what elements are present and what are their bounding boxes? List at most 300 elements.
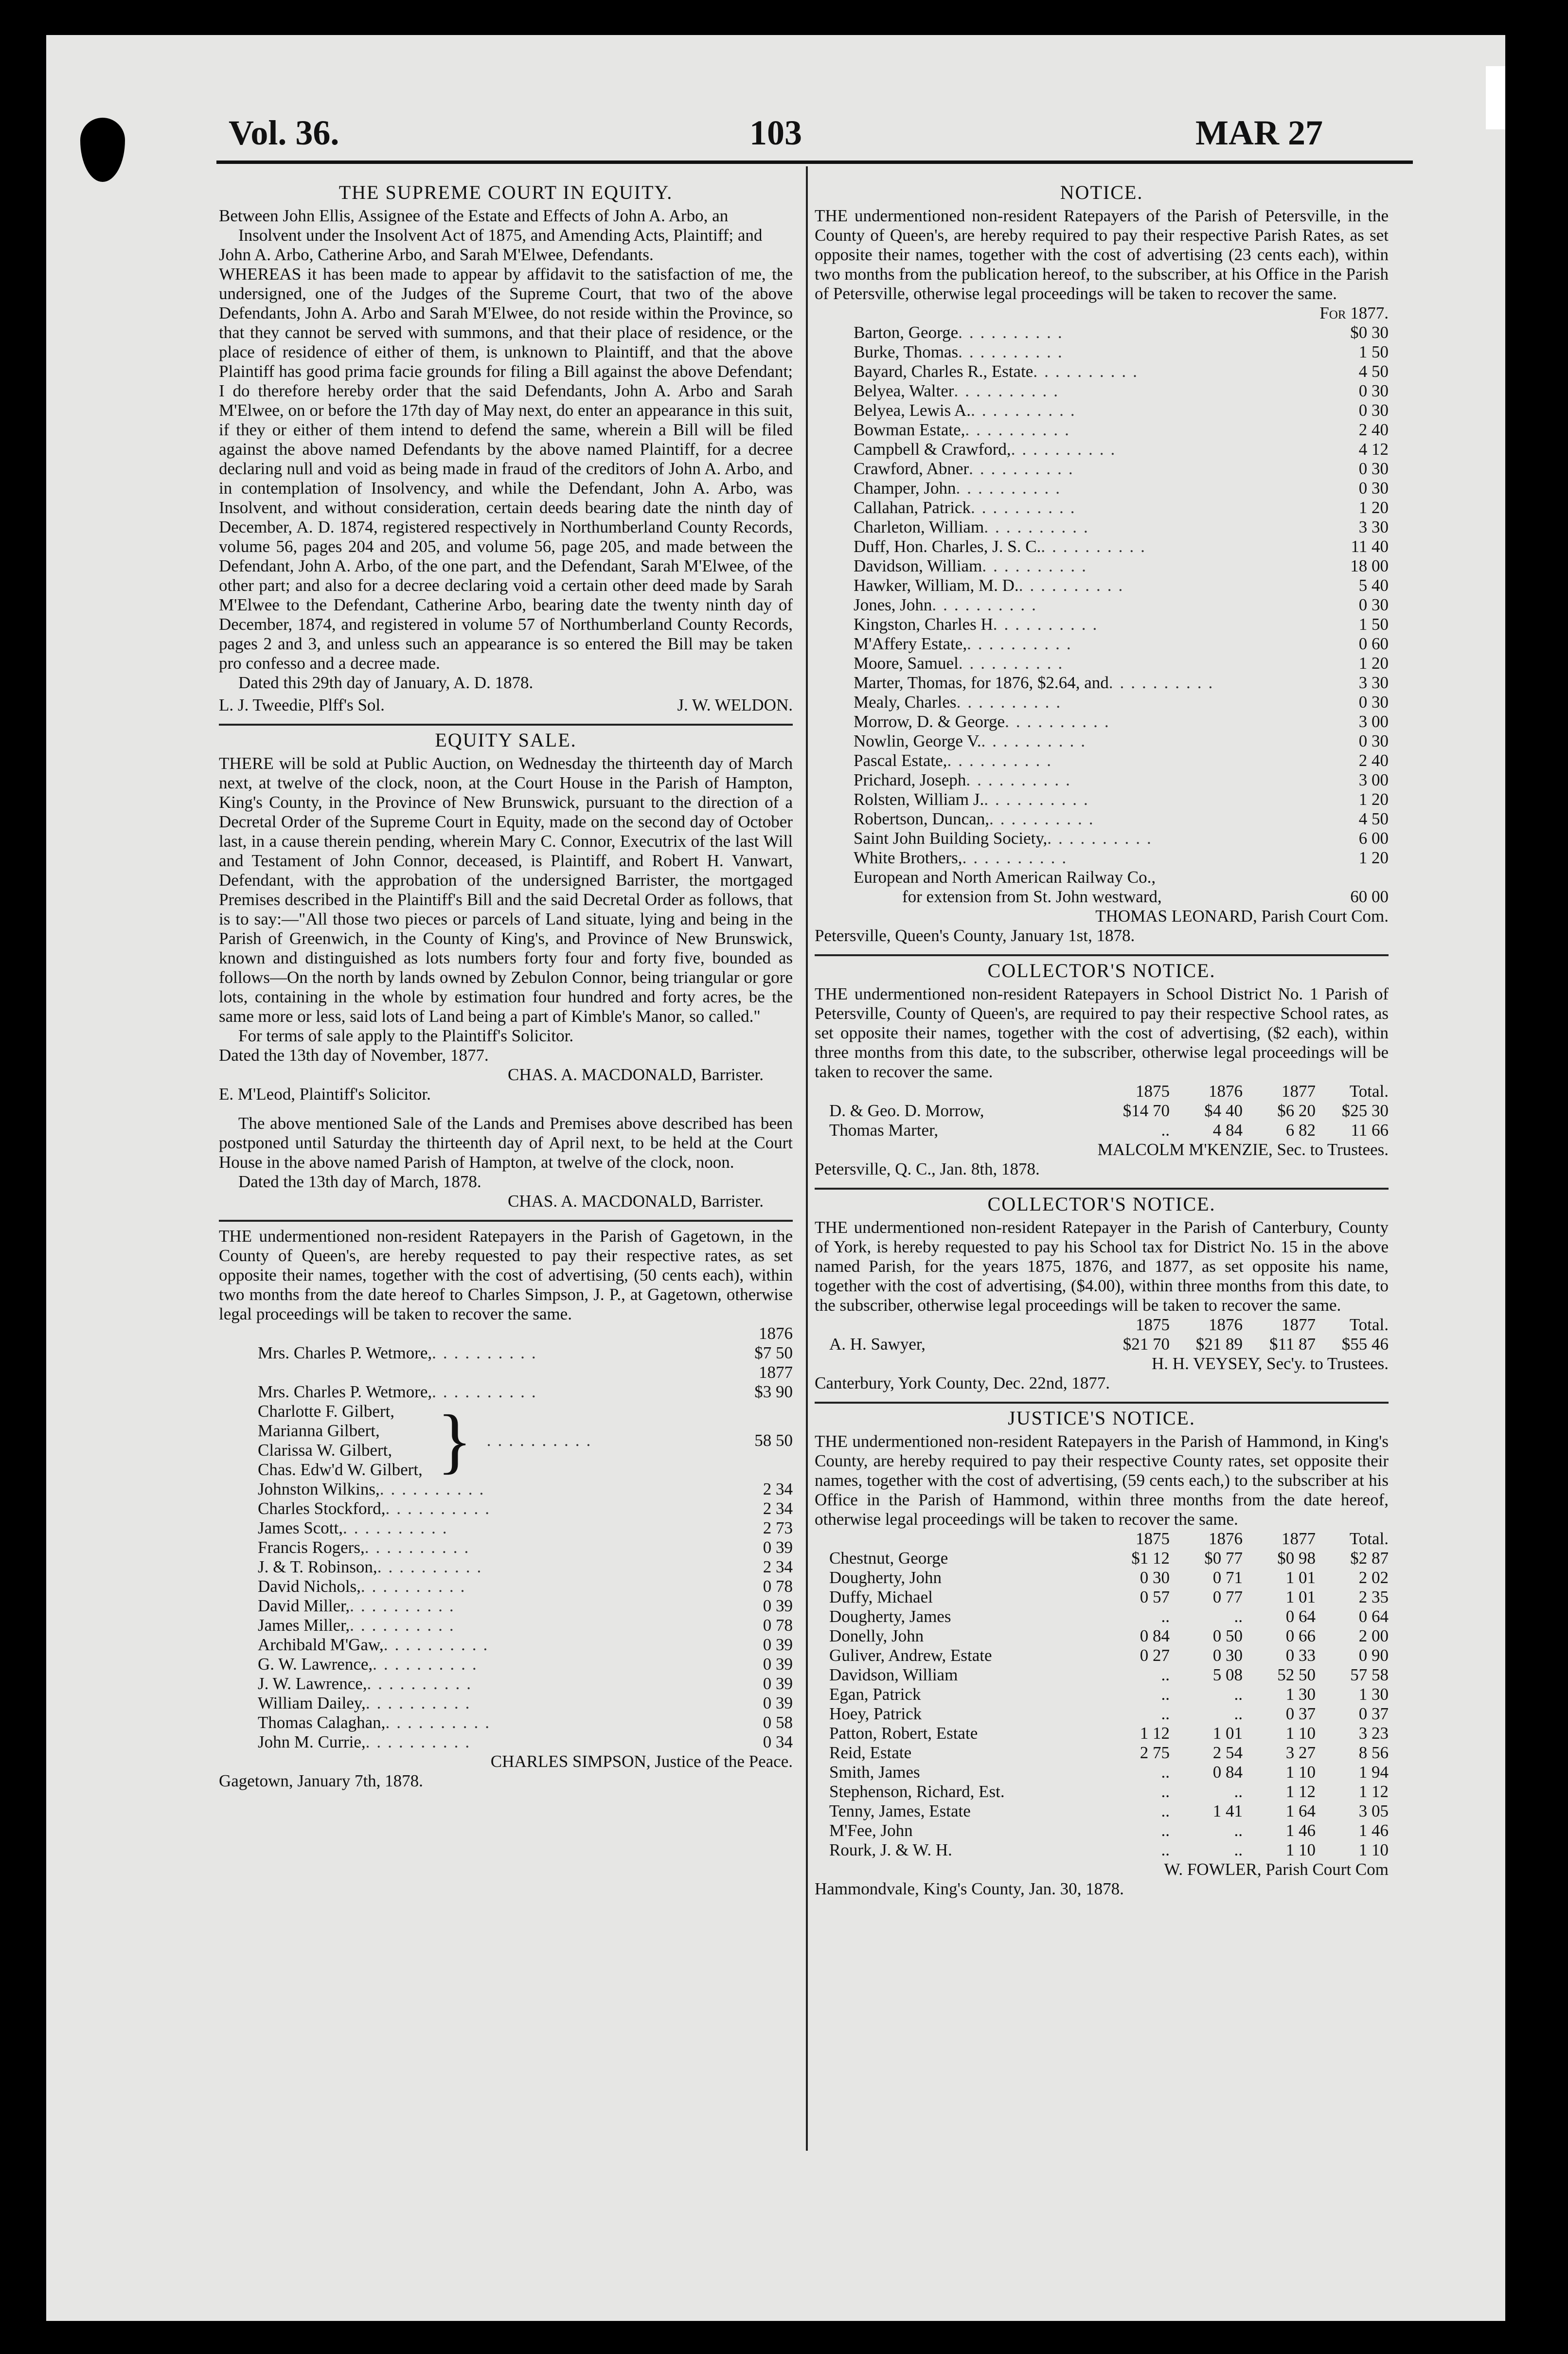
table-cell: .. [1161, 1665, 1170, 1684]
trustee-signature: H. H. VEYSEY, Sec'y. to Trustees. [1152, 1354, 1389, 1373]
collector-notice-petersville [815, 961, 1389, 1179]
table-row [815, 1587, 1389, 1607]
leader-dots: .......... [1047, 829, 1158, 848]
barrister-name: CHAS. A. MACDONALD, Barrister. [508, 1192, 764, 1211]
trustee-signature: MALCOLM M'KENZIE, Sec. to Trustees. [1097, 1140, 1389, 1159]
table-cell: .. [1234, 1782, 1243, 1801]
list-item: European and North American Railway Co., [854, 868, 1156, 887]
justice-signature: CHARLES SIMPSON, Justice of the Peace. [490, 1752, 793, 1771]
section-rule [815, 1188, 1389, 1190]
leader-dots: .......... [971, 401, 1082, 420]
table-cell: 0 66 [1285, 1626, 1316, 1645]
table-row [815, 1724, 1389, 1743]
table-cell: 1 12 [1285, 1782, 1316, 1801]
leader-dots: .......... [373, 1655, 483, 1674]
right-column [815, 181, 1389, 1899]
rate-amount: 0 39 [763, 1694, 793, 1712]
ratepayer-name: James Miller, [258, 1616, 350, 1635]
table-cell: .. [1234, 1607, 1243, 1626]
leader-dots: .......... [947, 751, 1058, 770]
column-header: Total. [1349, 1082, 1389, 1101]
rate-amount: 2 40 [1358, 420, 1389, 439]
ratepayer-name: A. H. Sawyer, [829, 1335, 926, 1354]
rate-amount: 18 00 [1350, 556, 1389, 575]
list-item [854, 595, 1389, 615]
signature-line [219, 696, 793, 715]
list-item [854, 537, 1389, 556]
parties-line: Between John Ellis, Assignee of the Estate and Effects of John A. Arbo, an Insolvent under the Insolvent Act of 1875, and Amending Acts, Plaintiff; and [219, 206, 763, 245]
column-header: 1877 [1282, 1082, 1316, 1101]
list-item [854, 712, 1389, 731]
list-item [258, 1577, 793, 1596]
leader-dots: .......... [965, 420, 1076, 439]
leader-dots: .......... [958, 342, 1069, 361]
list-item: for extension from St. John westward, 60 00 [902, 887, 1389, 906]
column-header: 1875 [1136, 1315, 1170, 1334]
brace-mark: } [437, 1400, 472, 1481]
table-row [815, 1568, 1389, 1587]
leader-dots: .......... [989, 809, 1100, 828]
table-cell: $11 87 [1269, 1335, 1316, 1354]
commissioner-signature: THOMAS LEONARD, Parish Court Com. [1095, 907, 1389, 926]
ratepayer-name: Saint John Building Society, [854, 829, 1048, 848]
table-cell: 0 27 [1140, 1646, 1170, 1665]
rate-amount: 0 30 [1358, 381, 1389, 400]
ratepayer-name: Guliver, Andrew, Estate [829, 1646, 992, 1665]
ratepayer-name: Morrow, D. & George [854, 712, 1005, 731]
ratepayer-name: J. & T. Robinson, [258, 1557, 377, 1576]
volume-label: Vol. 36. [229, 113, 339, 152]
ratepayer-name: M'Affery Estate, [854, 634, 967, 653]
list-item [854, 440, 1389, 459]
group-amount: 58 50 [754, 1431, 793, 1450]
table-cell: 3 23 [1358, 1724, 1389, 1743]
rates-table [815, 1529, 1389, 1860]
list-item [854, 381, 1389, 401]
notice-title: NOTICE. [1060, 181, 1143, 203]
ratepayer-name: Mealy, Charles [854, 693, 957, 712]
rate-amount: 0 30 [1358, 731, 1389, 750]
rate-amount: 2 40 [1358, 751, 1389, 770]
list-item [258, 1674, 793, 1694]
table-cell: .. [1161, 1782, 1170, 1801]
ratepayer-name: David Nichols, [258, 1577, 361, 1596]
leader-dots: .......... [342, 1518, 454, 1537]
table-cell: .. [1234, 1840, 1243, 1859]
table-cell: .. [1161, 1821, 1170, 1840]
table-cell: $4 40 [1204, 1101, 1243, 1120]
list-item [854, 829, 1389, 848]
leader-dots: .......... [969, 459, 1080, 478]
list-item [854, 556, 1389, 576]
rate-amount: 0 30 [1358, 459, 1389, 478]
table-cell: $14 70 [1123, 1101, 1170, 1120]
table-cell: 0 57 [1140, 1587, 1170, 1606]
list-item [854, 809, 1389, 829]
ratepayer-name: White Brothers, [854, 848, 962, 867]
table-cell: 1 30 [1358, 1685, 1389, 1704]
leader-dots: .......... [377, 1557, 488, 1576]
column-divider [806, 166, 808, 2151]
leader-dots: .......... [954, 381, 1065, 400]
leader-dots: .......... [958, 323, 1069, 342]
ratepayer-name: Smith, James [829, 1763, 920, 1782]
ratepayer-name: James Scott, [258, 1518, 343, 1537]
table-row [815, 1782, 1389, 1801]
notice-dated: Dated the 13th day of March, 1878. [238, 1172, 481, 1191]
ratepayer-name: Stephenson, Richard, Est. [829, 1782, 1005, 1801]
notice-dated: Dated the 13th day of November, 1877. [219, 1046, 489, 1065]
gilbert-group: Charlotte F. Gilbert, Marianna Gilbert, Clarissa W. Gilbert, Chas. Edw'd W. Gilbert, } .......... 58 50 [258, 1400, 793, 1481]
rate-amount: 3 00 [1358, 712, 1389, 731]
table-cell: 1 30 [1285, 1685, 1316, 1704]
table-cell: .. [1161, 1801, 1170, 1820]
table-cell: $21 89 [1195, 1335, 1243, 1354]
leader-dots: .......... [1041, 537, 1152, 556]
rate-amount: 0 39 [763, 1635, 793, 1654]
leader-dots: .......... [1108, 673, 1220, 692]
ratepayer-name: John M. Currie, [258, 1732, 366, 1751]
list-item [854, 770, 1389, 790]
table-row [815, 1801, 1389, 1821]
ratepayer-name: Rourk, J. & W. H. [829, 1840, 952, 1859]
leader-dots: .......... [956, 693, 1068, 712]
leader-dots: .......... [958, 654, 1069, 673]
notice-title: COLLECTOR'S NOTICE. [987, 960, 1216, 981]
table-cell: 1 01 [1285, 1568, 1316, 1587]
column-header: Total. [1349, 1529, 1389, 1548]
table-row [815, 1685, 1389, 1704]
leader-dots: .......... [365, 1732, 477, 1751]
table-cell: 1 12 [1140, 1724, 1170, 1743]
table-row [815, 1101, 1389, 1121]
rate-amount: 1 20 [1358, 848, 1389, 867]
ratepayer-name: Callahan, Patrick [854, 498, 971, 517]
gagetown-notice [219, 1227, 793, 1791]
table-cell: .. [1161, 1607, 1170, 1626]
table-cell: 2 02 [1358, 1568, 1389, 1587]
list-item [854, 459, 1389, 479]
list-item [854, 848, 1389, 868]
table-row [815, 1743, 1389, 1763]
column-header: 1875 [1136, 1529, 1170, 1548]
rate-amount: 1 50 [1358, 342, 1389, 361]
list-item: Clarissa W. Gilbert, [258, 1441, 392, 1460]
rate-amount: 0 39 [763, 1538, 793, 1557]
list-item [854, 693, 1389, 712]
rate-amount: 2 73 [763, 1518, 793, 1537]
table-cell: 57 58 [1350, 1665, 1389, 1684]
ratepayer-name: Reid, Estate [829, 1743, 912, 1762]
year-heading: 1877 [759, 1363, 793, 1382]
list-item [258, 1538, 793, 1557]
list-item [854, 517, 1389, 537]
barrister-name: CHAS. A. MACDONALD, Barrister. [508, 1065, 764, 1084]
list-item [258, 1480, 793, 1499]
table-cell: 1 46 [1285, 1821, 1316, 1840]
table-cell: 1 46 [1358, 1821, 1389, 1840]
table-cell: $2 87 [1350, 1549, 1389, 1568]
justice-notice-hammond [815, 1409, 1389, 1899]
notice-dated: Dated this 29th day of January, A. D. 1878. [238, 673, 534, 692]
ratepayer-name: Bowman Estate, [854, 420, 965, 439]
list-item [258, 1616, 793, 1635]
rate-amount: 0 78 [763, 1577, 793, 1596]
table-row [815, 1626, 1389, 1646]
notice-body: THE undermentioned non-resident Ratepayers in the Parish of Hammond, in King's County, are hereby required to pay their respective County rates, set opposite their names, together with the cost of advertising, (59 cents each,) to the subscriber at his Office in the Parish of Hammond, within three months from the date hereof, otherwise legal proceedings will be taken to recover the same. [815, 1432, 1389, 1529]
rate-amount: 3 30 [1358, 673, 1389, 692]
table-cell: .. [1161, 1685, 1170, 1704]
rate-amount: 1 20 [1358, 498, 1389, 517]
table-cell: $6 20 [1277, 1101, 1316, 1120]
ratepayer-name: Davidson, William [829, 1665, 958, 1684]
ratepayer-name: Hoey, Patrick [829, 1704, 922, 1723]
list-item [854, 479, 1389, 498]
leader-dots: .......... [967, 634, 1078, 653]
leader-dots: .......... [350, 1596, 461, 1615]
ratepayer-name: Charleton, William [854, 517, 984, 536]
leader-dots: .......... [1005, 712, 1116, 731]
table-cell: $21 70 [1123, 1335, 1170, 1354]
list-item: Marianna Gilbert, [258, 1421, 380, 1440]
list-item [854, 342, 1389, 362]
rate-amount: 2 34 [763, 1499, 793, 1518]
column-header: 1877 [1282, 1529, 1316, 1548]
newspaper-page [46, 35, 1505, 2321]
leader-dots: .......... [966, 770, 1077, 789]
table-cell: 1 64 [1285, 1801, 1316, 1820]
rate-amount: 11 40 [1351, 537, 1389, 556]
table-cell: $0 98 [1277, 1549, 1316, 1568]
list-item [258, 1518, 793, 1538]
rate-amount: 0 30 [1358, 693, 1389, 712]
table-cell: 0 84 [1140, 1626, 1170, 1645]
table-cell: 1 12 [1358, 1782, 1389, 1801]
ratepayer-name: Robertson, Duncan, [854, 809, 989, 828]
table-cell: 8 56 [1358, 1743, 1389, 1762]
table-cell: .. [1234, 1704, 1243, 1723]
table-cell: $25 30 [1341, 1101, 1389, 1120]
ratepayer-name: Burke, Thomas [854, 342, 959, 361]
table-cell: 0 90 [1358, 1646, 1389, 1665]
ratepayer-name: Marter, Thomas, for 1876, $2.64, and [854, 673, 1109, 692]
notice-body: THE undermentioned non-resident Ratepayers in School District No. 1 Parish of Petersville, County of Queen's, are required to pay their respective School rates, as set opposite their names, together with the cost of advertising, ($2 each), within three months from this date, to the subscriber, otherwise legal proceedings will be taken to recover the same. [815, 984, 1389, 1081]
table-cell: 0 33 [1285, 1646, 1316, 1665]
table-cell: 2 75 [1140, 1743, 1170, 1762]
table-row [815, 1549, 1389, 1568]
ratepayer-name: William Dailey, [258, 1694, 366, 1712]
table-cell: 3 27 [1285, 1743, 1316, 1762]
table-row [815, 1121, 1389, 1140]
leader-dots: .......... [364, 1538, 476, 1557]
list-item [258, 1557, 793, 1577]
leader-dots: .......... [993, 615, 1104, 634]
ratepayer-name: Patton, Robert, Estate [829, 1724, 978, 1743]
list-item [258, 1499, 793, 1518]
rate-amount: 4 50 [1358, 809, 1389, 828]
notice-title: THE SUPREME COURT IN EQUITY. [339, 181, 673, 203]
leader-dots: .......... [984, 517, 1095, 536]
issue-date: MAR 27 [1195, 113, 1323, 152]
column-header: 1876 [1209, 1082, 1243, 1101]
table-cell: 0 50 [1212, 1626, 1243, 1645]
list-item [854, 634, 1389, 654]
rates-table [815, 1082, 1389, 1140]
table-cell: 0 77 [1212, 1587, 1243, 1606]
table-cell: 0 37 [1358, 1704, 1389, 1723]
table-cell: 1 01 [1212, 1724, 1243, 1743]
page-number: 103 [749, 113, 802, 152]
rate-amount: 0 39 [763, 1596, 793, 1615]
table-cell: 5 08 [1212, 1665, 1243, 1684]
ratepayer-name: Pascal Estate, [854, 751, 947, 770]
list-item [258, 1655, 793, 1674]
ratepayer-name: Donelly, John [829, 1626, 924, 1645]
list-item [854, 576, 1389, 595]
table-cell: 0 84 [1212, 1763, 1243, 1782]
notice-place-date: Petersville, Q. C., Jan. 8th, 1878. [815, 1159, 1040, 1178]
notice-body: THE undermentioned non-resident Ratepayer in the Parish of Canterbury, County of York, is hereby requested to pay his School tax for District No. 15 in the above named Parish, for the years 1875, 1876, and 1877, as set opposite his name, together with the cost of advertising, ($4.00), within three months from this date, to the subscriber, otherwise legal proceedings will be taken to recover the same. [815, 1218, 1389, 1315]
leader-dots: .......... [984, 790, 1095, 809]
column-header: 1877 [1282, 1315, 1316, 1334]
ratepayer-name: Thomas Calaghan, [258, 1713, 386, 1732]
notice-body: THERE will be sold at Public Auction, on Wednesday the thirteenth day of March next, at twelve of the clock, noon, at the Court House in the Parish of Hampton, King's County, in the Province of New Brunswick, pursuant to the direction of a Decretal Order of the Supreme Court in Equity, made on the second day of October last, in a cause therein pending, wherein Mary C. Connor, Executrix of the last Will and Testament of John Connor, deceased, is Plaintiff, and Robert H. Vanwart, Defendant, with the approbation of the undersigned Barrister, the mortgaged Premises described in the Plaintiff's Bill and the said Decretal Order as follows, that is to say:—"All those two pieces or parcels of Land situate, lying and being in the Parish of Greenwich, in the County of King's, and Province of New Brunswick, known and distinguished as lots numbers forty four and forty five, bounded as follows—On the north by lands owned by Zebulon Connor, being triangular or gore lots, containing in the whole by estimation four hundred and forty acres, be the same more or less, said lots of Land being a part of Kimble's Manor, so called." [219, 754, 793, 1026]
list-item: Mrs. Charles P. Wetmore, .......... $7 50 [258, 1343, 793, 1362]
table-cell: .. [1234, 1821, 1243, 1840]
table-row [815, 1704, 1389, 1724]
rate-amount: 0 39 [763, 1655, 793, 1674]
ratepayer-name: Kingston, Charles H [854, 615, 993, 634]
leader-dots: .......... [982, 556, 1093, 575]
rate-amount: 0 34 [763, 1732, 793, 1751]
table-cell: 1 10 [1285, 1840, 1316, 1859]
ratepayer-name: Francis Rogers, [258, 1538, 365, 1557]
notice-title: COLLECTOR'S NOTICE. [987, 1193, 1216, 1215]
ratepayer-name: Chestnut, George [829, 1549, 948, 1568]
table-cell: $55 46 [1341, 1335, 1389, 1354]
rate-amount: $0 30 [1350, 323, 1389, 342]
ratepayer-name: Davidson, William [854, 556, 982, 575]
rate-amount: 0 60 [1358, 634, 1389, 653]
rate-amount: 1 20 [1358, 790, 1389, 809]
notice-place-date: Hammondvale, King's County, Jan. 30, 1878. [815, 1879, 1124, 1898]
table-cell: 1 94 [1358, 1763, 1389, 1782]
list-item [854, 401, 1389, 420]
list-item [258, 1694, 793, 1713]
leader-dots: .......... [360, 1577, 472, 1596]
table-row [815, 1840, 1389, 1860]
rate-amount: 6 00 [1358, 829, 1389, 848]
rates-table [815, 1315, 1389, 1354]
list-item: Mrs. Charles P. Wetmore, .......... $3 90 [258, 1382, 793, 1401]
notice-body: WHEREAS it has been made to appear by affidavit to the satisfaction of me, the undersigned, one of the Judges of the Supreme Court, that two of the above Defendants, John A. Arbo and Sarah M'Elwee, do not reside within the Province, so that they cannot be served with summons, and that their place of residence, or the place of residence of either of them, is unknown to Plaintiff, and that the above Plaintiff has good prima facie grounds for filing a Bill against the above Defendant; I do therefore hereby order that the said Defendants, John A. Arbo and Sarah M'Elwee, on or before the 17th day of May next, do enter an appearance in this suit, if they or either of them intend to defend the same, wherein a Bill will be filed against the above named Defendants by the above named Plaintiff, for a decree declaring null and void as being made in fraud of the creditors of John A. Arbo, and in contemplation of Insolvency, and while the Defendant, John A. Arbo, was Insolvent, and without consideration, certain deeds bearing date the ninth day of December, A. D. 1874, registered respectively in Northumberland County Records, volume 56, pages 204 and 205, and volume 56, page 205, and made between the Defendant, John A. Arbo, of the one part, and the Defendant, Sarah M'Elwee, of the other part; and also for a decree declaring void a certain other deed made by Sarah M'Elwee to the Defendant, Catherine Arbo, bearing date the twenty ninth day of December, 1874, and registered in volume 57 of Northumberland County Records, pages 2 and 3, and unless such an appearance is so entered the Bill may be taken pro confesso and a decree made. [219, 265, 793, 673]
ratepayer-name: Johnston Wilkins, [258, 1480, 380, 1498]
leader-dots: .......... [1011, 440, 1122, 459]
rate-amount: 0 30 [1358, 479, 1389, 498]
rate-amount: 4 50 [1358, 362, 1389, 381]
table-cell: 0 71 [1212, 1568, 1243, 1587]
column-header: 1875 [1136, 1082, 1170, 1101]
table-cell: 4 84 [1212, 1121, 1243, 1140]
list-item [258, 1635, 793, 1655]
notice-body: THE undermentioned non-resident Ratepayers of the Parish of Petersville, in the County of Queen's, are hereby required to pay their respective Parish Rates, as set opposite their names, together with the cost of advertising (23 cents each), within two months from the publication hereof, to the subscriber, at his Office in the Parish of Petersville, otherwise legal proceedings will be taken to recover the same. [815, 206, 1389, 303]
leader-dots: .......... [1018, 576, 1130, 595]
list-item [854, 673, 1389, 693]
leader-dots: .......... [367, 1674, 478, 1693]
rate-amount: 3 30 [1358, 517, 1389, 536]
table-header [815, 1082, 1389, 1101]
list-item [854, 362, 1389, 381]
table-cell: 2 35 [1358, 1587, 1389, 1606]
list-item [854, 654, 1389, 673]
leader-dots: .......... [932, 595, 1043, 614]
rate-amount: 4 12 [1358, 440, 1389, 459]
table-row [815, 1646, 1389, 1665]
list-item: Chas. Edw'd W. Gilbert, [258, 1460, 423, 1479]
equity-sale-notice [219, 731, 793, 1211]
ratepayer-name: Dougherty, John [829, 1568, 942, 1587]
list-item [854, 751, 1389, 770]
leader-dots: .......... [962, 848, 1073, 867]
year-heading: 1876 [759, 1324, 793, 1343]
leader-dots: .......... [379, 1480, 491, 1498]
ratepayer-name: Dougherty, James [829, 1607, 951, 1626]
table-cell: 0 64 [1285, 1607, 1316, 1626]
rate-amount: 3 00 [1358, 770, 1389, 789]
leader-dots: .......... [350, 1616, 461, 1635]
section-rule [815, 1402, 1389, 1404]
table-cell: 2 54 [1212, 1743, 1243, 1762]
ratepayer-name: G. W. Lawrence, [258, 1655, 373, 1674]
ratepayer-name: Crawford, Abner [854, 459, 969, 478]
rate-amount: 1 20 [1358, 654, 1389, 673]
table-cell: 3 05 [1358, 1801, 1389, 1820]
table-cell: .. [1234, 1685, 1243, 1704]
petersville-notice [815, 183, 1389, 945]
table-cell: $0 77 [1204, 1549, 1243, 1568]
list-item [854, 420, 1389, 440]
ratepayer-name: Hawker, William, M. D. [854, 576, 1019, 595]
ratepayer-list [815, 323, 1389, 868]
column-header: Total. [1349, 1315, 1389, 1334]
rate-amount: 0 58 [763, 1713, 793, 1732]
section-rule [219, 724, 793, 726]
solicitor-name: L. J. Tweedie, Plff's Sol. [219, 696, 385, 714]
notice-body: THE undermentioned non-resident Ratepayers in the Parish of Gagetown, in the County of Queen's, are hereby requested to pay their respective rates, as set opposite their names, together with the cost of advertising, (50 cents each), within two months from the date hereof to Charles Simpson, J. P., at Gagetown, otherwise legal proceedings will be taken to recover the same. [219, 1227, 793, 1323]
rate-amount: 0 78 [763, 1616, 793, 1635]
list-item [854, 790, 1389, 809]
column-header: 1876 [1209, 1529, 1243, 1548]
ratepayer-name: Champer, John [854, 479, 956, 498]
table-cell: 2 00 [1358, 1626, 1389, 1645]
ratepayer-name: Egan, Patrick [829, 1685, 921, 1704]
ratepayer-name: Jones, John [854, 595, 932, 614]
leader-dots: .......... [385, 1713, 496, 1732]
leader-dots: .......... [981, 731, 1092, 750]
table-row [815, 1607, 1389, 1626]
table-cell: 0 37 [1285, 1704, 1316, 1723]
ratepayer-name: M'Fee, John [829, 1821, 913, 1840]
supreme-court-notice [219, 183, 793, 715]
ratepayer-name: Barton, George [854, 323, 959, 342]
list-item [854, 731, 1389, 751]
ratepayer-name: Nowlin, George V. [854, 731, 981, 750]
notice-place-date: Canterbury, York County, Dec. 22nd, 1877. [815, 1373, 1110, 1392]
list-item: Charlotte F. Gilbert, [258, 1402, 395, 1421]
table-cell: .. [1161, 1121, 1170, 1140]
list-item [854, 323, 1389, 342]
list-item [258, 1732, 793, 1752]
